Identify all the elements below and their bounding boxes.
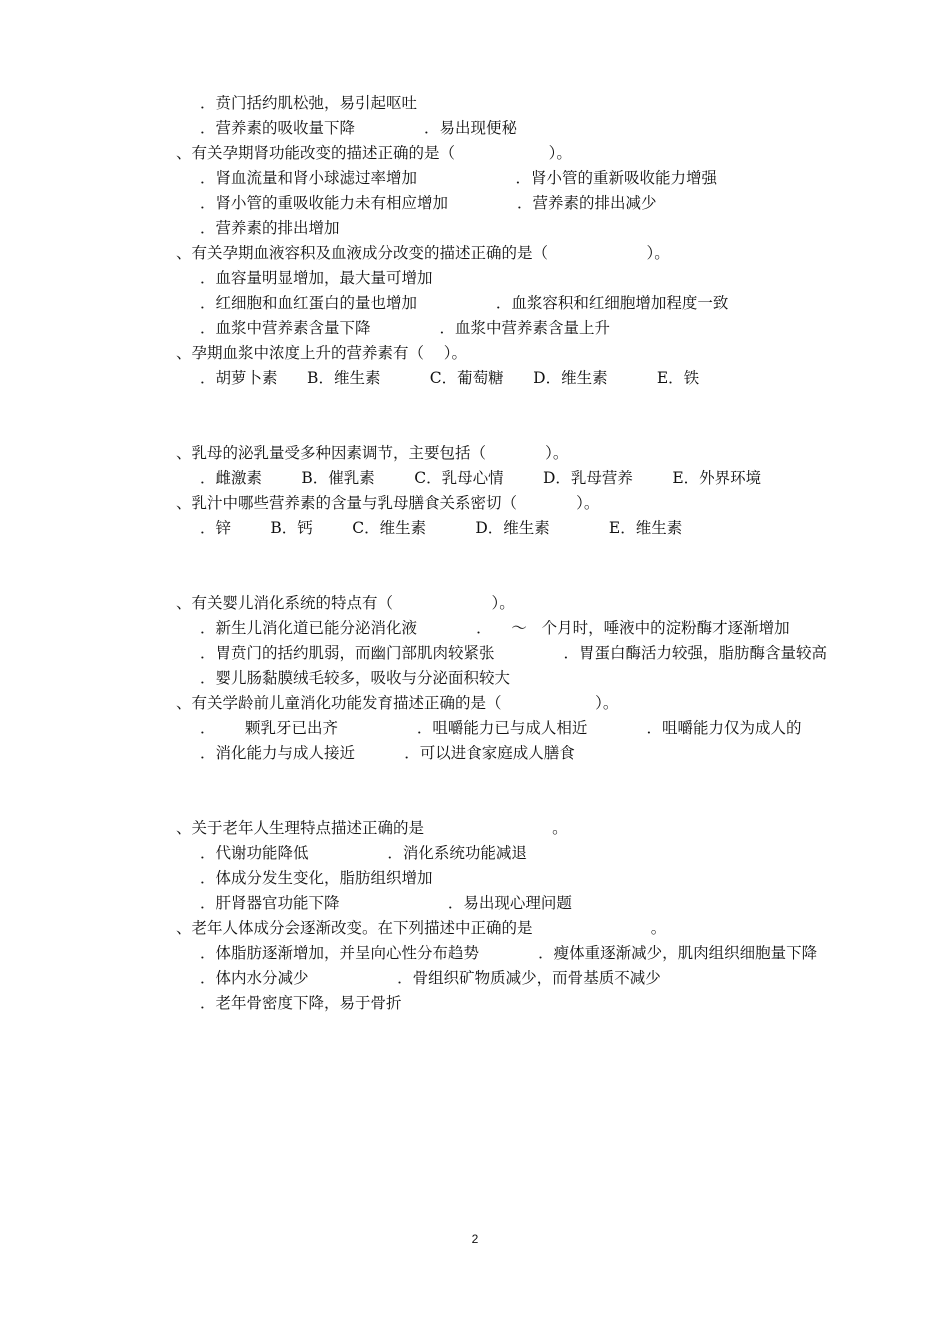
question-line: 、有关婴儿消化系统的特点有（ ）。	[176, 594, 515, 612]
question-line: 、关于老年人生理特点描述正确的是 。	[176, 819, 568, 837]
option-line: ． 颗乳牙已出齐 ．咀嚼能力已与成人相近 ．咀嚼能力仅为成人的	[200, 719, 802, 737]
option-line: ．肾小管的重吸收能力未有相应增加 ．营养素的排出减少	[200, 194, 657, 212]
question-line: 、乳汁中哪些营养素的含量与乳母膳食关系密切（ ）。	[176, 494, 600, 512]
option-line: ．体脂肪逐渐增加，并呈向心性分布趋势 ．瘦体重逐渐减少，肌肉组织细胞量下降	[200, 944, 818, 962]
option-line: ．肾血流量和肾小球滤过率增加 ．肾小管的重新吸收能力增强	[200, 169, 718, 187]
text-line: ．贲门括约肌松弛，易引起呕吐	[200, 94, 418, 112]
option-line: ．胃贲门的括约肌弱，而幽门部肌肉较紧张 ．胃蛋白酶活力较强，脂肪酶含量较高	[200, 644, 827, 662]
question-line: 、有关孕期肾功能改变的描述正确的是（ ）。	[176, 144, 572, 162]
question-line: 、孕期血浆中浓度上升的营养素有（ ）。	[176, 344, 467, 362]
option-line: ．婴儿肠黏膜绒毛较多，吸收与分泌面积较大	[200, 669, 511, 687]
text-line: ．营养素的吸收量下降 ．易出现便秘	[200, 119, 517, 137]
option-line: ．锌 B．钙 C．维生素 D．维生素 E．维生素	[200, 519, 683, 537]
option-line: ．老年骨密度下降，易于骨折	[200, 994, 402, 1012]
page-number: 2	[471, 1232, 479, 1246]
option-line: ．代谢功能降低 ．消化系统功能减退	[200, 844, 527, 862]
option-line: ．血浆中营养素含量下降 ．血浆中营养素含量上升	[200, 319, 610, 337]
option-line: ．体内水分减少 ．骨组织矿物质减少，而骨基质不减少	[200, 969, 661, 987]
option-line: ．胡萝卜素 B．维生素 C．葡萄糖 D．维生素 E．铁	[200, 369, 700, 387]
question-line: 、有关孕期血液容积及血液成分改变的描述正确的是（ ）。	[176, 244, 670, 262]
option-line: ．血容量明显增加，最大量可增加	[200, 269, 433, 287]
option-line: ．营养素的排出增加	[200, 219, 340, 237]
option-line: ．肝肾器官功能下降 ．易出现心理问题	[200, 894, 572, 912]
option-line: ．雌激素 B．催乳素 C．乳母心情 D．乳母营养 E．外界环境	[200, 469, 762, 487]
option-line: ．消化能力与成人接近 ．可以进食家庭成人膳食	[200, 744, 575, 762]
option-line: ．新生儿消化道已能分泌消化液 ． ～ 个月时，唾液中的淀粉酶才逐渐增加	[200, 619, 790, 637]
question-line: 、老年人体成分会逐渐改变。在下列描述中正确的是 。	[176, 919, 667, 937]
option-line: ．红细胞和血红蛋白的量也增加 ．血浆容积和红细胞增加程度一致	[200, 294, 729, 312]
question-line: 、有关学龄前儿童消化功能发育描述正确的是（ ）。	[176, 694, 619, 712]
option-line: ．体成分发生变化，脂肪组织增加	[200, 869, 433, 887]
question-line: 、乳母的泌乳量受多种因素调节，主要包括（ ）。	[176, 444, 569, 462]
